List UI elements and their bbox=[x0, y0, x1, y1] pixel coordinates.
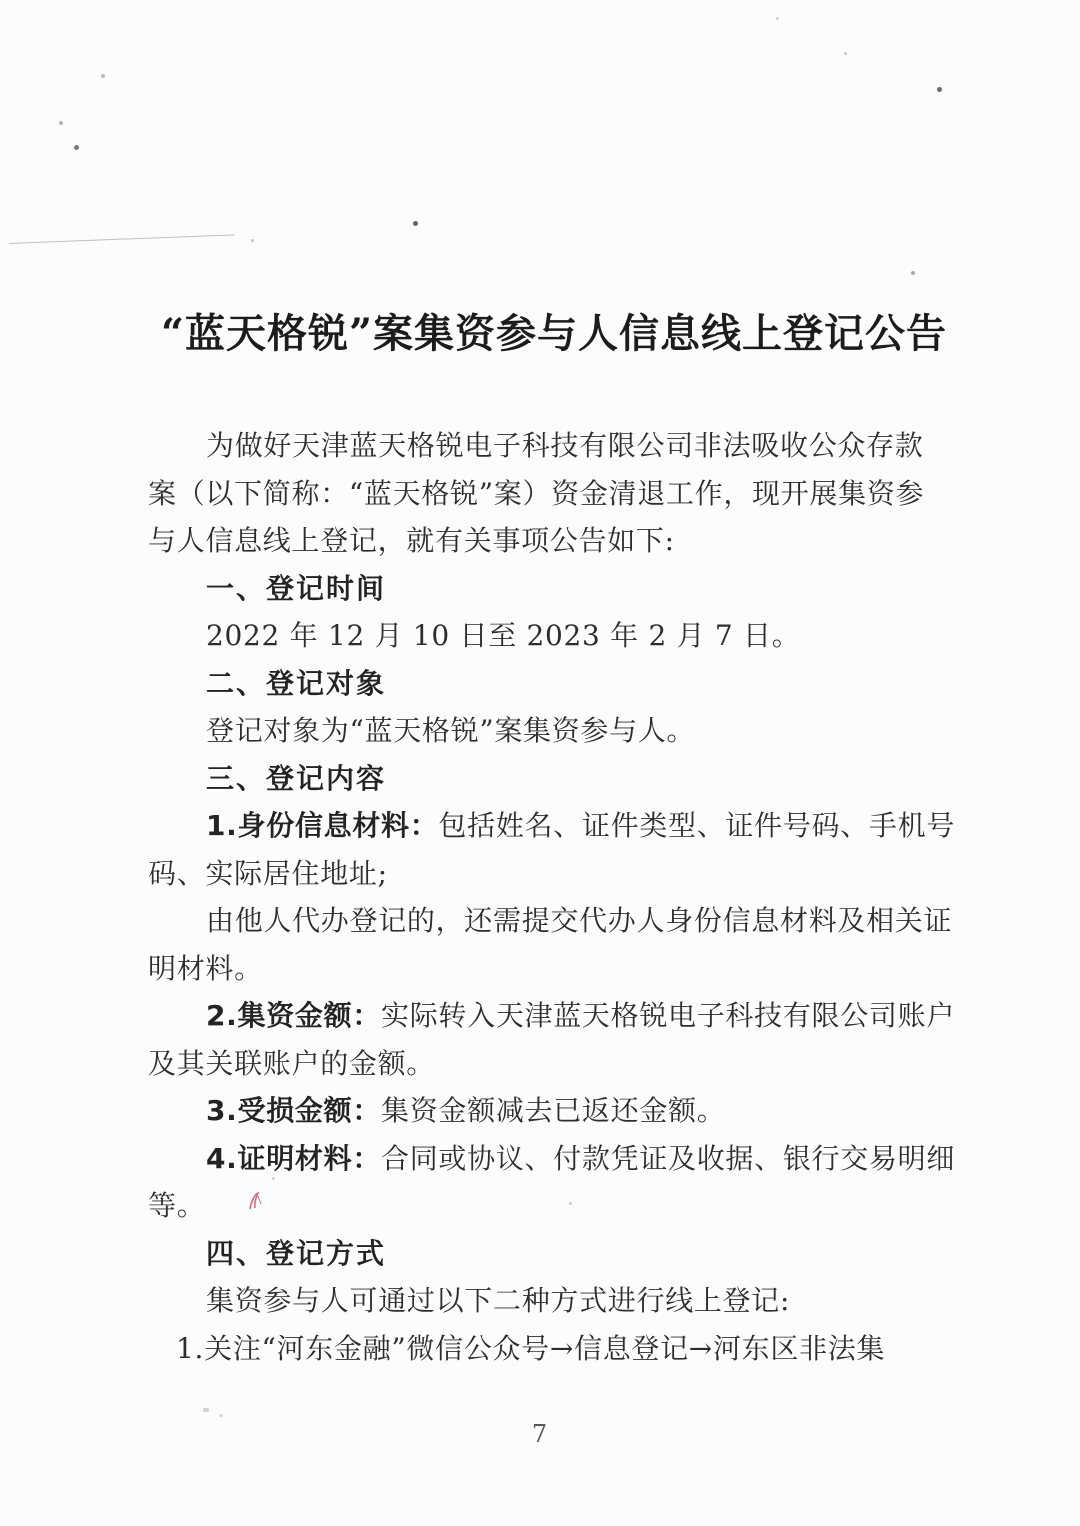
line-text: 实际转入天津蓝天格锐电子科技有限公司账户 bbox=[381, 999, 956, 1032]
line-text: 码、实际居住地址; bbox=[148, 856, 388, 890]
line-text: 三、登记内容 bbox=[206, 761, 387, 795]
line-text: 等。 bbox=[148, 1189, 206, 1222]
line-text: 与人信息线上登记，就有关事项公告如下: bbox=[148, 524, 675, 557]
section-heading bbox=[148, 755, 1028, 803]
scan-speck bbox=[844, 52, 847, 55]
line-text: 合同或协议、付款凭证及收据、银行交易明细 bbox=[381, 1141, 956, 1175]
text-line bbox=[148, 802, 1028, 850]
section-heading bbox=[148, 565, 1028, 613]
scan-speck bbox=[569, 1202, 572, 1205]
section-heading bbox=[148, 660, 1028, 708]
text-line bbox=[148, 1135, 1028, 1183]
text-line bbox=[148, 422, 1028, 470]
line-text: 集资金额减去已返还金额。 bbox=[381, 1094, 726, 1127]
text-line bbox=[148, 517, 1028, 565]
text-line bbox=[148, 945, 1028, 993]
text-line bbox=[148, 1325, 1028, 1373]
text-line bbox=[148, 1087, 1028, 1135]
scan-speck bbox=[59, 121, 63, 125]
line-text: 二、登记对象 bbox=[206, 666, 387, 700]
line-text: 案（以下简称：“蓝天格锐”案）资金清退工作，现开展集资参 bbox=[148, 476, 925, 510]
scan-speck bbox=[413, 221, 418, 226]
scan-speck bbox=[937, 87, 942, 92]
text-line bbox=[148, 850, 1028, 898]
text-line bbox=[148, 992, 1028, 1040]
text-line bbox=[148, 1040, 1028, 1088]
document-body bbox=[148, 422, 1028, 1372]
line-text: 明材料。 bbox=[148, 951, 263, 985]
text-line bbox=[148, 1277, 1028, 1325]
scan-speck bbox=[251, 239, 254, 242]
bold-lead: 2.集资金额： bbox=[206, 999, 382, 1032]
document-title: “蓝天格锐”案集资参与人信息线上登记公告 bbox=[160, 310, 947, 357]
scan-speck bbox=[101, 74, 105, 78]
scan-speck bbox=[219, 1414, 223, 1417]
red-pen-mark-artifact bbox=[246, 1189, 264, 1213]
scan-speck bbox=[272, 1177, 275, 1180]
text-line bbox=[148, 612, 1028, 660]
line-text: 一、登记时间 bbox=[206, 571, 387, 605]
bold-lead: 3.受损金额： bbox=[206, 1094, 382, 1127]
page-number: 7 bbox=[531, 1420, 549, 1448]
text-line bbox=[148, 707, 1028, 755]
scan-line-artifact bbox=[9, 234, 235, 244]
scan-speck bbox=[776, 17, 779, 20]
bold-lead: 4.证明材料： bbox=[206, 1141, 382, 1175]
scan-speck bbox=[74, 145, 79, 150]
line-text: 四、登记方式 bbox=[206, 1236, 387, 1270]
text-line bbox=[148, 897, 1028, 945]
line-text: 由他人代办登记的，还需提交代办人身份信息材料及相关证 bbox=[206, 904, 953, 937]
line-text: 登记对象为“蓝天格锐”案集资参与人。 bbox=[206, 714, 696, 747]
section-heading bbox=[148, 1230, 1028, 1278]
line-text: 1.关注“河东金融”微信公众号→信息登记→河东区非法集 bbox=[176, 1331, 886, 1365]
text-line bbox=[148, 470, 1028, 518]
line-text: 2022 年 12 月 10 日至 2023 年 2 月 7 日。 bbox=[206, 619, 801, 652]
line-text: 集资参与人可通过以下二种方式进行线上登记: bbox=[206, 1284, 791, 1317]
scan-speck bbox=[911, 271, 915, 275]
bold-lead: 1.身份信息材料： bbox=[206, 809, 439, 842]
text-line bbox=[148, 1182, 1028, 1230]
scan-speck bbox=[203, 1408, 209, 1412]
line-text: 为做好天津蓝天格锐电子科技有限公司非法吸收公众存款 bbox=[206, 429, 924, 462]
line-text: 及其关联账户的金额。 bbox=[148, 1046, 436, 1080]
line-text: 包括姓名、证件类型、证件号码、手机号 bbox=[438, 809, 956, 842]
